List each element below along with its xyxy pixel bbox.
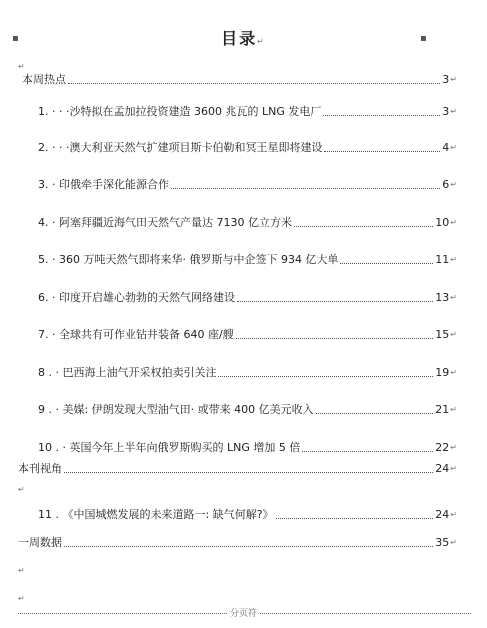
return-mark: ↵ [450,330,457,339]
toc-entry-7[interactable] [38,327,457,343]
return-mark: ↵ [450,75,457,84]
toc-entry-4[interactable] [38,215,457,231]
toc-entry-2[interactable] [38,140,457,156]
toc-entry-label: 10 . · 英国今年上半年向俄罗斯购买的 LNG 增加 5 倍 [38,441,301,454]
dot-leader [64,546,433,547]
toc-entry-label: 本周热点 [22,73,66,86]
toc-entry-page: 11 [435,253,450,266]
toc-entry-label: 8 . · 巴西海上油气开采权拍卖引关注 [38,366,217,379]
toc-entry-label: 3. · 印俄牵手深化能源合作 [38,178,169,191]
return-mark: ↵ [450,368,457,377]
toc-entry-page: 22 [435,441,450,454]
return-mark: ↵ [450,293,457,302]
return-mark: ↵ [18,594,25,603]
toc-entry-9[interactable] [38,402,457,418]
dot-leader [218,376,433,377]
dot-leader [302,451,433,452]
toc-entry-11[interactable] [38,507,457,523]
toc-entry-page: 24 [435,462,450,475]
return-mark: ↵ [450,255,457,264]
return-mark: ↵ [18,62,25,71]
toc-entry-page: 10 [435,216,450,229]
toc-entry-section-weekly-data[interactable] [18,535,457,551]
toc-entry-page: 21 [435,403,450,416]
toc-entry-label: 9 . · 美媒: 伊朗发现大型油气田· 或带来 400 亿美元收入 [38,403,314,416]
return-mark: ↵ [450,405,457,414]
corner-mark-left: ▪ [12,33,19,44]
dot-leader [340,263,433,264]
return-mark: ↵ [450,538,457,547]
dot-leader [294,226,433,227]
page-break-marker [0,606,487,619]
toc-entry-page: 3 [442,73,450,86]
toc-entry-label: 本刊视角 [18,462,62,475]
dot-leader [171,188,440,189]
dot-leader [324,151,440,152]
return-mark: ↵ [18,566,25,575]
toc-entry-6[interactable] [38,290,457,306]
toc-entry-page: 3 [442,105,450,118]
toc-entry-3[interactable] [38,177,457,193]
return-mark: ↵ [450,464,457,473]
toc-entry-label: 1. · · ·沙特拟在孟加拉投资建造 3600 兆瓦的 LNG 发电厂 [38,105,322,118]
return-mark: ↵ [450,510,457,519]
toc-entry-label: 2. · · ·澳大利亚天然气扩建项目斯卡伯勒和冥王星即将建设 [38,141,323,154]
return-mark: ↵ [18,485,25,494]
toc-entry-page: 19 [435,366,450,379]
dot-leader [316,413,434,414]
page-title-text: 目录 [221,29,258,48]
dot-leader [236,338,434,339]
page-break-label: 分页符 [227,609,260,619]
return-mark: ↵ [450,107,457,116]
dot-leader [276,518,434,519]
return-mark: ↵ [450,143,457,152]
dot-leader [323,115,440,116]
title-return-mark: ↵ [257,37,266,46]
corner-mark-right: ▪ [420,33,427,44]
toc-entry-page: 13 [435,291,450,304]
dot-leader [64,472,433,473]
toc-entry-section-perspective[interactable] [18,461,457,477]
toc-entry-page: 4 [442,141,450,154]
toc-entry-label: 11 . 《中国城燃发展的未来道路一: 缺气何解?》 [38,508,274,521]
page-title [0,26,487,49]
toc-entry-label: 一周数据 [18,536,62,549]
return-mark: ↵ [450,180,457,189]
toc-entry-1[interactable] [38,104,457,120]
toc-entry-section-hot[interactable] [22,72,457,88]
toc-entry-8[interactable] [38,365,457,381]
return-mark: ↵ [450,443,457,452]
toc-entry-10[interactable] [38,440,457,456]
toc-entry-page: 6 [442,178,450,191]
toc-entry-page: 24 [435,508,450,521]
toc-entry-page: 15 [435,328,450,341]
toc-entry-5[interactable] [38,252,457,268]
dot-leader [237,301,433,302]
toc-entry-label: 7. · 全球共有可作业钻井装备 640 座/艘 [38,328,234,341]
dot-leader [68,83,440,84]
return-mark: ↵ [450,218,457,227]
toc-entry-label: 6. · 印度开启雄心勃勃的天然气网络建设 [38,291,235,304]
toc-entry-label: 5. · 360 万吨天然气即将来华· 俄罗斯与中企签下 934 亿大单 [38,253,339,266]
toc-entry-label: 4. · 阿塞拜疆近海气田天然气产量达 7130 亿立方米 [38,216,292,229]
toc-entry-page: 35 [435,536,450,549]
